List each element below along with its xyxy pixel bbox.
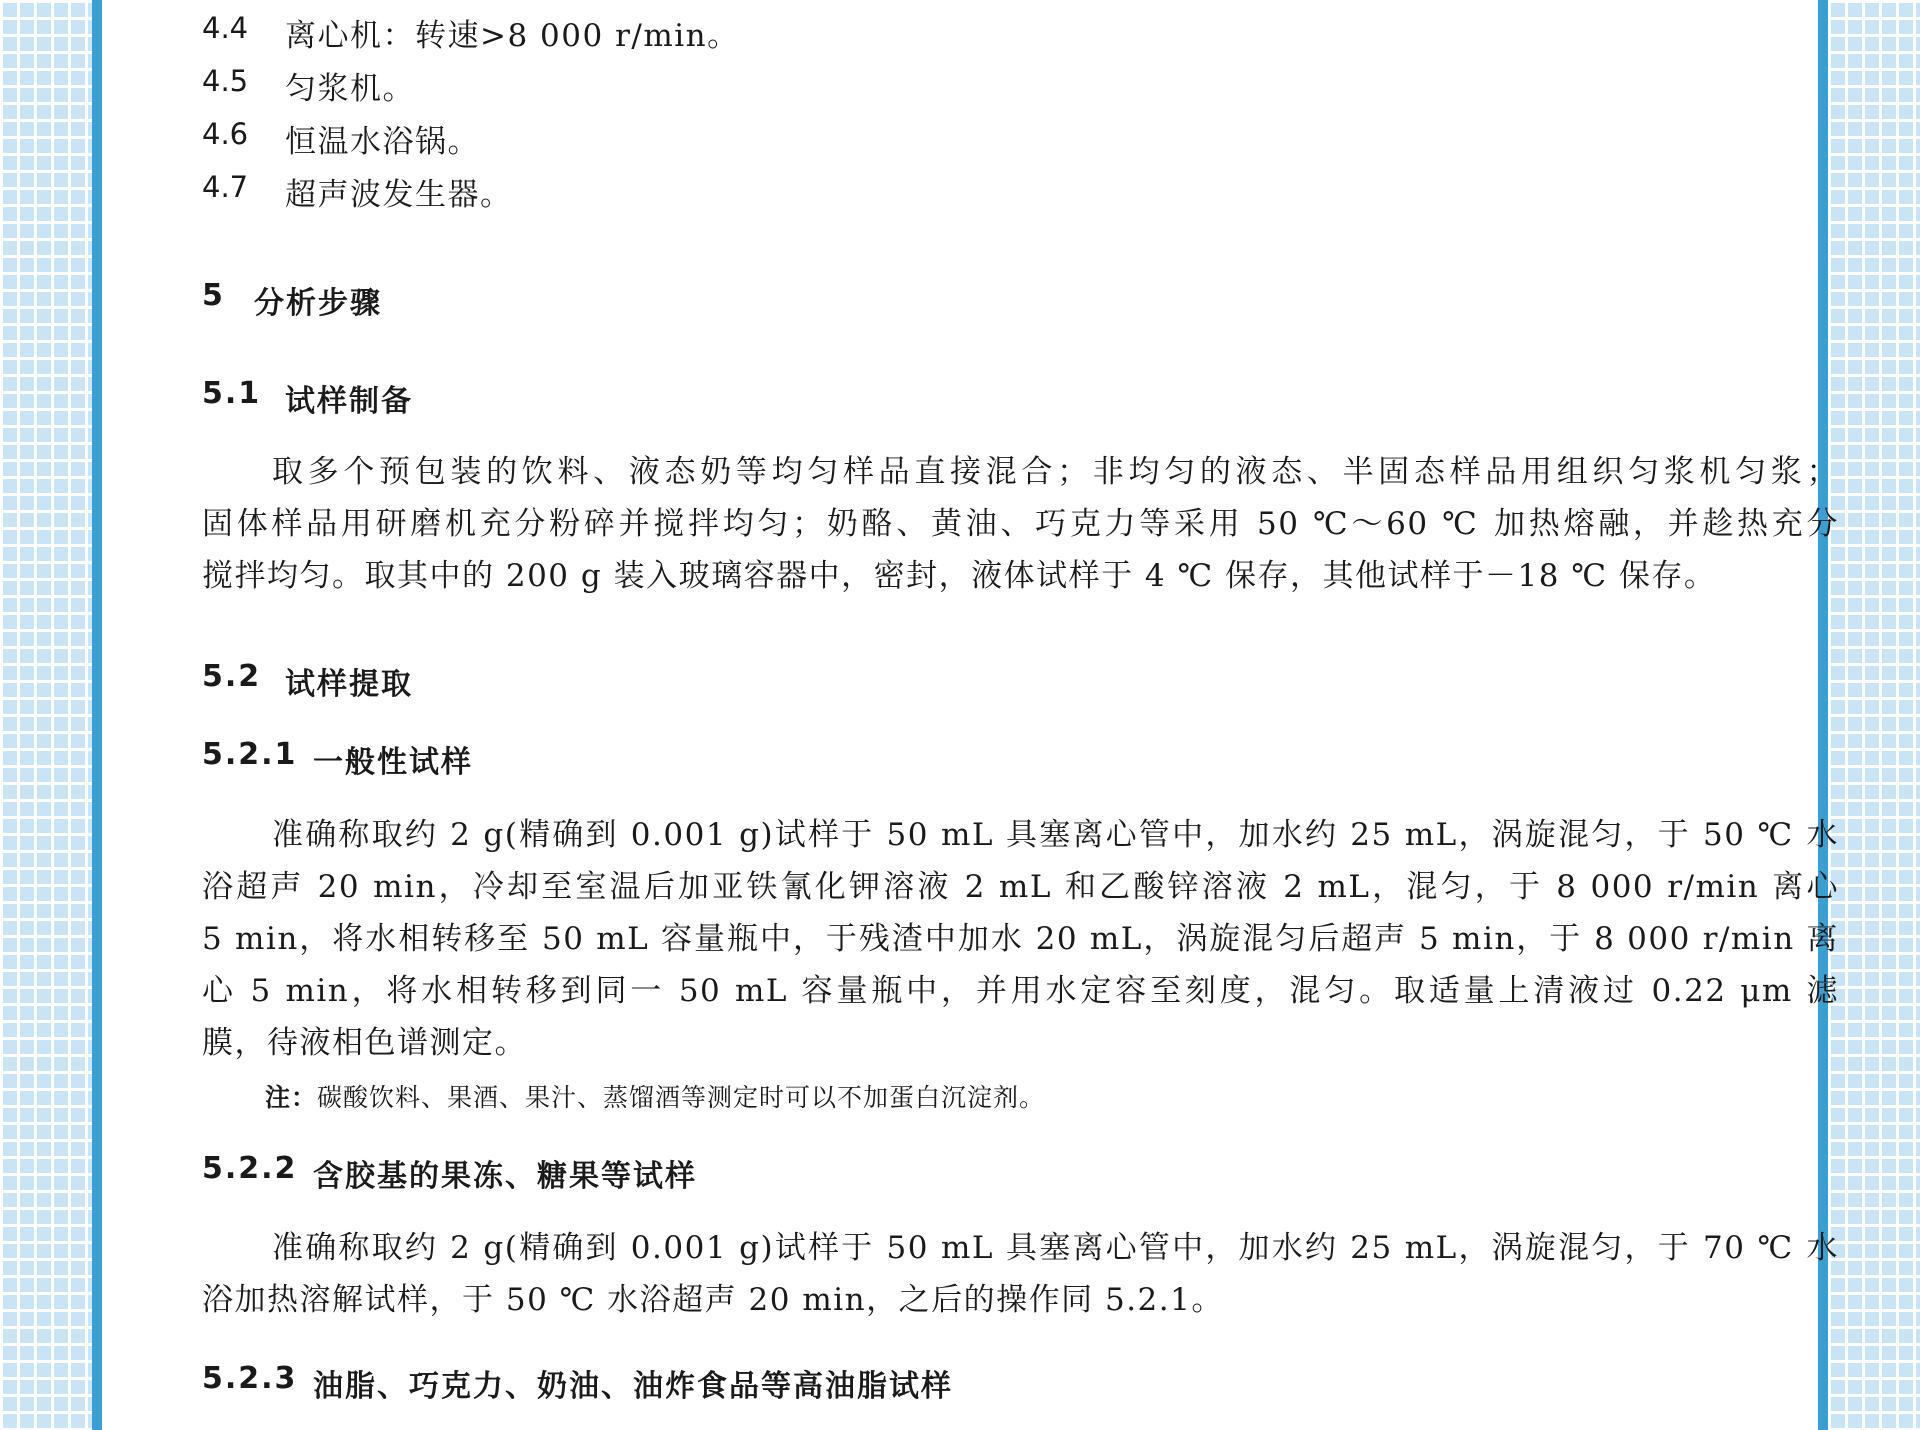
equipment-item bbox=[202, 63, 415, 107]
subsection-title: 试样提取 bbox=[285, 667, 413, 702]
item-text: 超声波发生器。 bbox=[285, 177, 513, 213]
subsection-number: 5.2 bbox=[202, 659, 262, 694]
right-grid-border bbox=[1818, 0, 1920, 1430]
paragraph-line: 固体样品用研磨机充分粉碎并搅拌均匀；奶酪、黄油、巧克力等采用 50 ℃～60 ℃ 加热熔融，并趁热充分 bbox=[202, 506, 1839, 542]
subsection-number: 5.2.2 bbox=[202, 1151, 298, 1186]
paragraph-line: 取多个预包装的饮料、液态奶等均匀样品直接混合；非均匀的液态、半固态样品用组织匀浆机匀浆； bbox=[272, 454, 1839, 490]
section-heading bbox=[202, 278, 382, 321]
paragraph-line: 心 5 min，将水相转移到同一 50 mL 容量瓶中，并用水定容至刻度，混匀。取适量上清液过 0.22 μm 滤 bbox=[202, 973, 1839, 1009]
subsection-title: 试样制备 bbox=[285, 384, 413, 419]
subsection-heading bbox=[202, 659, 413, 702]
note-text: 碳酸饮料、果酒、果汁、蒸馏酒等测定时可以不加蛋白沉淀剂。 bbox=[317, 1083, 1046, 1112]
item-number: 4.6 bbox=[202, 117, 249, 151]
section-number: 5 bbox=[202, 278, 225, 313]
item-number: 4.7 bbox=[202, 170, 249, 204]
document-page bbox=[102, 0, 1839, 1430]
item-text: 恒温水浴锅。 bbox=[285, 124, 480, 160]
paragraph-gel-sample bbox=[202, 1222, 1839, 1326]
paragraph-line: 搅拌均匀。取其中的 200 g 装入玻璃容器中，密封，液体试样于 4 ℃ 保存，其他试样于－18 ℃ 保存。 bbox=[202, 558, 1717, 594]
item-text: 匀浆机。 bbox=[285, 71, 415, 107]
subsection-heading bbox=[202, 1151, 697, 1194]
paragraph-line: 准确称取约 2 g(精确到 0.001 g)试样于 50 mL 具塞离心管中，加水约 25 mL，涡旋混匀，于 70 ℃ 水 bbox=[272, 1230, 1839, 1266]
item-text: 离心机：转速>8 000 r/min。 bbox=[285, 18, 740, 54]
subsection-number: 5.2.3 bbox=[202, 1361, 298, 1396]
equipment-item bbox=[202, 116, 480, 160]
subsection-heading bbox=[202, 737, 473, 780]
section-title: 分析步骤 bbox=[254, 286, 382, 321]
paragraph-line: 膜，待液相色谱测定。 bbox=[202, 1025, 527, 1061]
note bbox=[265, 1078, 1045, 1114]
paragraph-line: 5 min，将水相转移至 50 mL 容量瓶中，于残渣中加水 20 mL，涡旋混匀后超声 5 min，于 8 000 r/min 离 bbox=[202, 921, 1839, 957]
item-number: 4.5 bbox=[202, 64, 249, 98]
subsection-heading bbox=[202, 376, 413, 419]
note-label: 注： bbox=[265, 1083, 318, 1112]
paragraph-sample-preparation bbox=[202, 446, 1839, 602]
subsection-title: 一般性试样 bbox=[313, 745, 473, 780]
subsection-heading bbox=[202, 1361, 953, 1404]
item-number: 4.4 bbox=[202, 11, 249, 45]
equipment-item bbox=[202, 10, 740, 54]
subsection-title: 含胶基的果冻、糖果等试样 bbox=[313, 1159, 697, 1194]
paragraph-general-sample bbox=[202, 809, 1839, 1069]
paragraph-line: 浴超声 20 min，冷却至室温后加亚铁氰化钾溶液 2 mL 和乙酸锌溶液 2 mL，混匀，于 8 000 r/min 离心 bbox=[202, 869, 1839, 905]
subsection-title: 油脂、巧克力、奶油、油炸食品等高油脂试样 bbox=[313, 1369, 953, 1404]
subsection-number: 5.2.1 bbox=[202, 737, 298, 772]
paragraph-line: 准确称取约 2 g(精确到 0.001 g)试样于 50 mL 具塞离心管中，加水约 25 mL，涡旋混匀，于 50 ℃ 水 bbox=[272, 817, 1839, 853]
paragraph-line: 浴加热溶解试样，于 50 ℃ 水浴超声 20 min，之后的操作同 5.2.1。 bbox=[202, 1282, 1224, 1318]
subsection-number: 5.1 bbox=[202, 376, 262, 411]
equipment-item bbox=[202, 169, 513, 213]
left-grid-border bbox=[0, 0, 102, 1430]
